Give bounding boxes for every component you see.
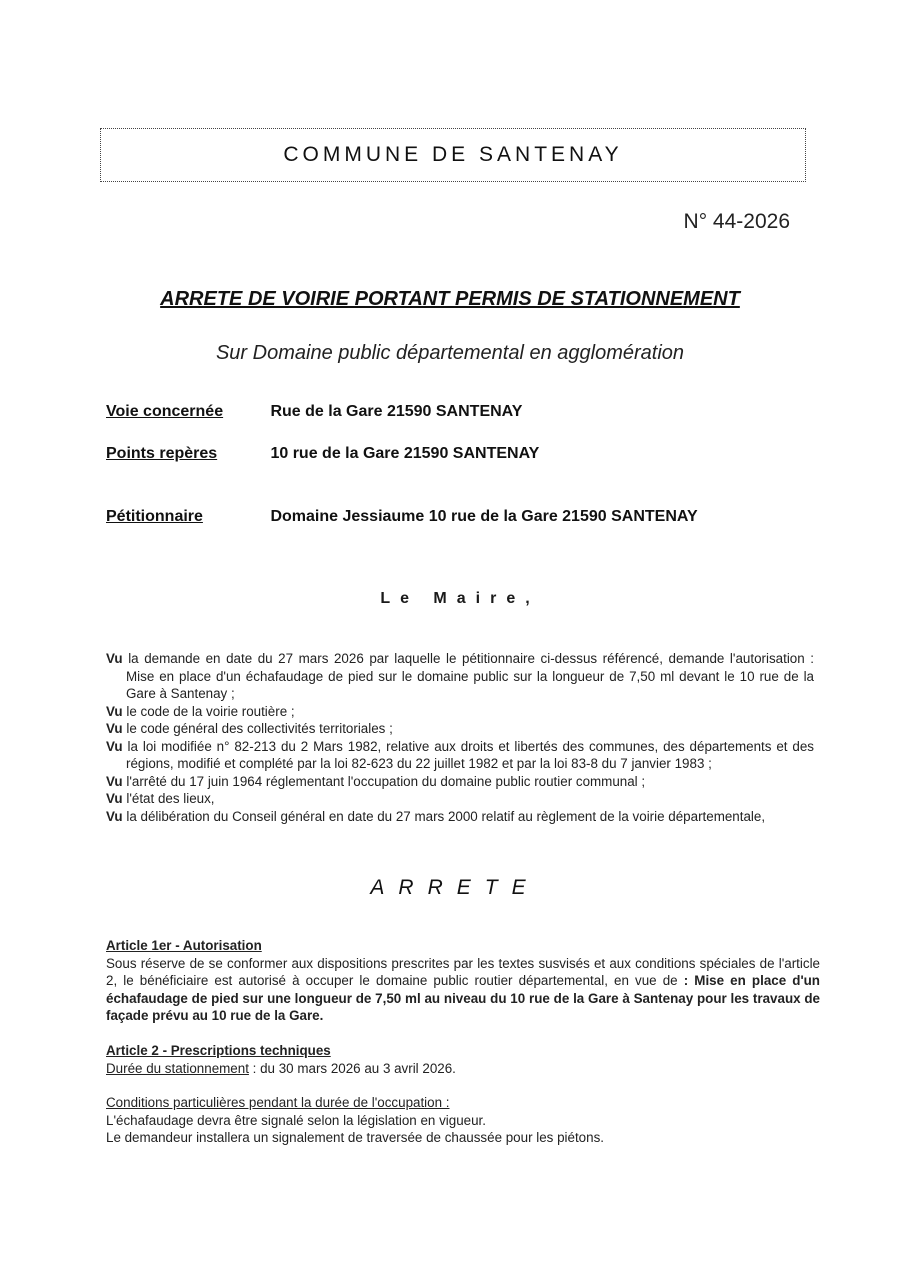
document-subtitle: Sur Domaine public départemental en agglomération xyxy=(215,342,685,364)
document-title: ARRETE DE VOIRIE PORTANT PERMIS DE STATIONNEMENT xyxy=(160,288,740,310)
vu-text: l'état des lieux, xyxy=(126,791,215,806)
vu-list xyxy=(106,650,814,825)
vu-item xyxy=(106,808,814,826)
le-maire-heading: Le Maire, xyxy=(380,590,540,607)
conditions-label-text: Conditions particulières pendant la durée de l'occupation : xyxy=(106,1095,450,1110)
info-label-points: Points repères xyxy=(106,445,218,462)
commune-name: COMMUNE DE SANTENAY xyxy=(283,143,623,166)
article-1-body-plain: Sous réserve de se conformer aux dispositions prescrites par les textes susvisés et aux conditions spéciales de l'article 2, le bénéficiaire est autorisé à occuper le domaine public routier départemental, en vue de xyxy=(106,955,820,988)
vu-keyword: Vu xyxy=(106,808,123,824)
article-1-title: Article 1er - Autorisation xyxy=(106,938,262,953)
conditions-label xyxy=(106,1094,820,1112)
commune-header-box xyxy=(100,128,806,182)
condition-line: Le demandeur installera un signalement de traversée de chaussée pour les piétons. xyxy=(106,1130,604,1145)
info-value-voie: Rue de la Gare 21590 SANTENAY xyxy=(270,403,523,420)
vu-item xyxy=(106,790,814,808)
vu-item xyxy=(106,738,814,773)
vu-keyword: Vu xyxy=(106,791,123,806)
info-value-points: 10 rue de la Gare 21590 SANTENAY xyxy=(270,445,540,462)
vu-keyword: Vu xyxy=(106,721,123,736)
vu-text: le code de la voirie routière ; xyxy=(126,703,295,719)
vu-text: la demande en date du 27 mars 2026 par laquelle le pétitionnaire ci-dessus référencé, demande l'autorisation : Mise en place d'un échafaudage de pied sur le domaine public sur la longueur de 7,50 ml devant le 10 rue de la Gare à Santenay ; xyxy=(126,651,814,701)
vu-keyword: Vu xyxy=(106,773,123,789)
info-label-voie: Voie concernée xyxy=(106,403,224,420)
info-row-voie xyxy=(106,403,522,421)
vu-text: la délibération du Conseil général en date du 27 mars 2000 relatif au règlement de la voirie départementale, xyxy=(126,808,766,824)
vu-item xyxy=(106,773,814,791)
vu-item xyxy=(106,703,814,721)
vu-item xyxy=(106,720,814,738)
info-row-points xyxy=(106,445,539,463)
vu-text: l'arrêté du 17 juin 1964 réglementant l'occupation du domaine public routier communal ; xyxy=(126,773,646,789)
info-row-petitionnaire xyxy=(106,508,698,526)
article-2-title: Article 2 - Prescriptions techniques xyxy=(106,1043,331,1058)
vu-item xyxy=(106,650,814,703)
info-label-petitionnaire: Pétitionnaire xyxy=(106,508,203,525)
article-2 xyxy=(106,1042,820,1147)
arrete-number: N° 44-2026 xyxy=(683,210,790,233)
duree-line xyxy=(106,1060,820,1078)
condition-line: L'échafaudage devra être signalé selon la législation en vigueur. xyxy=(106,1112,486,1128)
vu-text: la loi modifiée n° 82-213 du 2 Mars 1982, relative aux droits et libertés des communes, des départements et des régions, modifié et complété par la loi 82-623 du 22 juillet 1982 et par la loi 83-8 du 7 janvier 1983 ; xyxy=(126,738,814,771)
vu-keyword: Vu xyxy=(106,738,123,754)
duree-label: Durée du stationnement xyxy=(106,1060,249,1076)
info-value-petitionnaire: Domaine Jessiaume 10 rue de la Gare 21590 SANTENAY xyxy=(270,508,698,525)
article-1-body-bold: : Mise en place d'un échafaudage de pied sur une longueur de 7,50 ml au niveau du 10 rue de la Gare à Santenay pour les travaux de façade prévu au 10 rue de la Gare. xyxy=(106,973,820,1023)
vu-text: le code général des collectivités territoriales ; xyxy=(126,721,393,736)
duree-value: : du 30 mars 2026 au 3 avril 2026. xyxy=(252,1060,456,1076)
article-1 xyxy=(106,937,820,1025)
vu-keyword: Vu xyxy=(106,651,123,666)
article-1-body xyxy=(106,955,820,1025)
vu-keyword: Vu xyxy=(106,703,123,719)
arrete-heading: ARRETE xyxy=(370,876,540,899)
